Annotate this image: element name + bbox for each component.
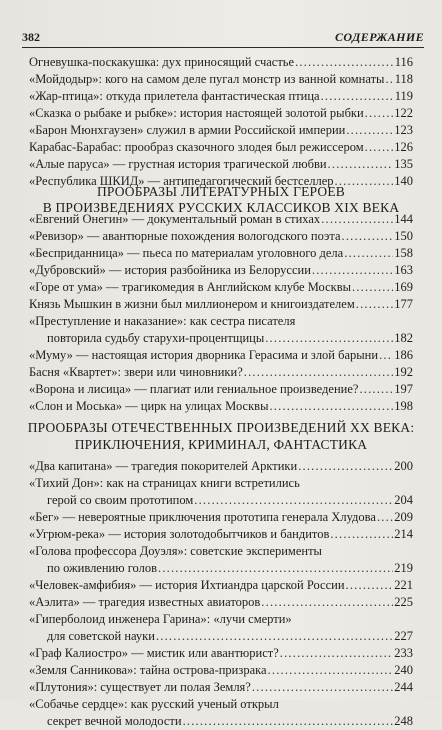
section-heading-19th-century: ПРООБРАЗЫ ЛИТЕРАТУРНЫХ ГЕРОЕВ [96,184,345,199]
toc-entry-page: 177 [394,297,413,311]
toc-entry [29,364,413,381]
dot-leader [378,347,393,364]
dot-leader [345,577,394,594]
dot-leader [364,105,394,122]
toc-entry [29,696,413,713]
toc-entry-page: 163 [394,263,413,277]
toc-entry [29,594,413,611]
toc-entry-title: «Человек-амфибия» — история Ихтиандра царской России [29,578,345,592]
toc-entry-title: «Республика ШКИД» — антипедагогический бестселлер [29,174,334,188]
toc-entry-continuation [29,560,413,577]
toc-entry-page: 118 [394,72,413,86]
toc-entry-title: повторила судьбу старухи-процентщицы [47,331,265,345]
toc-entry [29,509,413,526]
toc-entry [29,398,413,415]
toc-entry-title: «Аэлита» — трагедия известных авиаторов [29,595,261,609]
toc-entry [29,679,413,696]
toc-entry-continuation [29,492,413,509]
toc-entry [29,475,413,492]
toc-entry-title: «Мойдодыр»: кого на самом деле пугал монстр из ванной комнаты [29,72,385,86]
toc-entry [29,211,413,228]
dot-leader [264,330,393,347]
dot-leader [341,228,394,245]
page-number: 382 [22,30,40,44]
toc-entry-title: «Бег» — невероятные приключения прототипа генерала Хлудова [29,510,376,524]
toc-entry-title: «Собачье сердце»: как русский ученый открыл [29,697,279,711]
toc-entry-title: «Жар-птица»: откуда прилетела фантастическая птица [29,89,320,103]
toc-entry-title: Князь Мышкин в жизни был миллионером и книгоиздателем [29,297,355,311]
toc-entry-page: 209 [394,510,413,524]
toc-entry [29,156,413,173]
toc-entry-page: 233 [394,646,413,660]
section-heading-19th-century-line2: В ПРОИЗВЕДЕНИЯХ РУССКИХ КЛАССИКОВ XIX ВЕКА [42,200,400,215]
toc-entry [29,526,413,543]
dot-leader [251,679,393,696]
toc-entry [29,381,413,398]
section-heading-20th-century-line2: ПРИКЛЮЧЕНИЯ, КРИМИНАЛ, ФАНТАСТИКА [74,437,368,452]
toc-entry-title: «Барон Мюнхгаузен» служил в армии Российской империи [29,123,346,137]
toc-entry-title: «Ворона и лисица» — плагиат или гениальное произведение? [29,382,359,396]
dot-leader [260,594,393,611]
dot-leader [182,713,394,730]
dot-leader [345,122,393,139]
dot-leader [311,262,393,279]
toc-entry-page: 221 [394,578,413,592]
toc-entry-page: 186 [394,348,413,362]
toc-entry-page: 200 [394,459,413,473]
toc-entry-page: 126 [394,140,413,154]
toc-entry-title: «Ревизор» — авантюрные похождения вологодского поэта [29,229,341,243]
toc-entry [29,279,413,296]
toc-entry-title: «Преступление и наказание»: как сестра писателя [29,314,296,328]
toc-entry [29,347,413,364]
dot-leader [384,71,393,88]
toc-entry [29,105,413,122]
dot-leader [327,156,394,173]
dot-leader [294,54,394,71]
toc-entry-page: 150 [394,229,413,243]
toc-entry-title: герой со своим прототипом [47,493,194,507]
toc-entry-page: 244 [394,680,413,694]
dot-leader [364,139,394,156]
toc-entry [29,245,413,262]
toc-entry-title: «Два капитана» — трагедия покорителей Арктики [29,459,298,473]
toc-entry [29,122,413,139]
toc-entry-title: «Евгений Онегин» — документальный роман в стихах [29,212,321,226]
toc-entry-page: 140 [394,174,413,188]
toc-entry-title: «Угрюм-река» — история золотодобытчиков и бандитов [29,527,330,541]
dot-leader [320,211,393,228]
dot-leader [343,245,393,262]
toc-entry [29,228,413,245]
toc-entry-title: секрет вечной молодости [47,714,182,728]
dot-leader [268,398,393,415]
toc-entry-continuation [29,628,413,645]
toc-entry-continuation [29,713,413,730]
toc-entry-title: Басня «Квартет»: звери или чиновники? [29,365,243,379]
toc-entry [29,577,413,594]
toc-entry-page: 219 [394,561,413,575]
toc-entry [29,139,413,156]
toc-entry-page: 122 [394,106,413,120]
toc-entry-title: «Горе от ума» — трагикомедия в Английском клубе Москвы [29,280,352,294]
dot-leader [334,173,394,190]
toc-entry-title: «Плутония»: существует ли полая Земля? [29,680,251,694]
toc-entry-page: 214 [394,527,413,541]
toc-entry-page: 123 [394,123,413,137]
toc-entry-title: «Алые паруса» — грустная история трагической любви [29,157,327,171]
dot-leader [355,296,394,313]
toc-entry [29,88,413,105]
dot-leader [376,509,393,526]
toc-entry [29,543,413,560]
toc-entry-page: 240 [394,663,413,677]
toc-entry-title: Карабас-Барабас: прообраз сказочного злодея был режиссером [29,140,364,154]
toc-entry [29,611,413,628]
toc-entry-page: 227 [394,629,413,643]
toc-entry-title: «Сказка о рыбаке и рыбке»: история настоящей золотой рыбки [29,106,364,120]
toc-entry-title: «Земля Санникова»: тайна острова-призрака [29,663,267,677]
toc-entry-page: 192 [394,365,413,379]
toc-entry-title: Огневушка-поскакушка: дух приносящий счастье [29,55,295,69]
dot-leader [297,458,393,475]
section-heading-20th-century: ПРООБРАЗЫ ОТЕЧЕСТВЕННЫХ ПРОИЗВЕДЕНИЙ XX ВЕКА: [27,420,415,435]
toc-entry [29,645,413,662]
toc-entry-page: 198 [394,399,413,413]
toc-entry-title: «Граф Калиостро» — мистик или авантюрист? [29,646,279,660]
running-title: СОДЕРЖАНИЕ [335,30,424,44]
toc-entry [29,173,413,190]
toc-entry [29,662,413,679]
dot-leader [243,364,394,381]
toc-entry-title: «Голова профессора Доуэля»: советские эксперименты [29,544,322,558]
toc-entry-title: «Слон и Моська» — цирк на улицах Москвы [29,399,269,413]
toc-entry-page: 197 [394,382,413,396]
toc-entry-page: 144 [394,212,413,226]
toc-entry-page: 225 [394,595,413,609]
toc-entry [29,54,413,71]
toc-entry [29,296,413,313]
toc-entry-page: 169 [394,280,413,294]
dot-leader [329,526,393,543]
toc-entry-page: 182 [394,331,413,345]
dot-leader [155,628,393,645]
toc-entry-page: 248 [394,714,413,728]
toc-entry-title: «Дубровский» — история разбойника из Белоруссии [29,263,311,277]
toc-entry-page: 135 [394,157,413,171]
dot-leader [351,279,393,296]
toc-entry [29,262,413,279]
dot-leader [267,662,394,679]
toc-entry-title: для советской науки [47,629,155,643]
toc-entry-title: «Бесприданница» — пьеса по материалам уголовного дела [29,246,344,260]
toc-entry-continuation [29,330,413,347]
dot-leader [320,88,394,105]
toc-entry-title: по оживлению голов [47,561,157,575]
dot-leader [279,645,393,662]
dot-leader [193,492,393,509]
toc-entry-title: «Муму» — настоящая история дворника Герасима и злой барыни [29,348,379,362]
toc-entry-title: «Тихий Дон»: как на страницах книги встретились [29,476,300,490]
dot-leader [358,381,393,398]
toc-entry-title: «Гиперболоид инженера Гарина»: «лучи смерти» [29,612,292,626]
dot-leader [157,560,393,577]
toc-entry [29,313,413,330]
toc-entry [29,71,413,88]
toc-entry [29,458,413,475]
toc-entry-page: 204 [394,493,413,507]
toc-entry-page: 119 [394,89,413,103]
toc-entry-page: 116 [394,55,413,69]
toc-entry-page: 158 [394,246,413,260]
